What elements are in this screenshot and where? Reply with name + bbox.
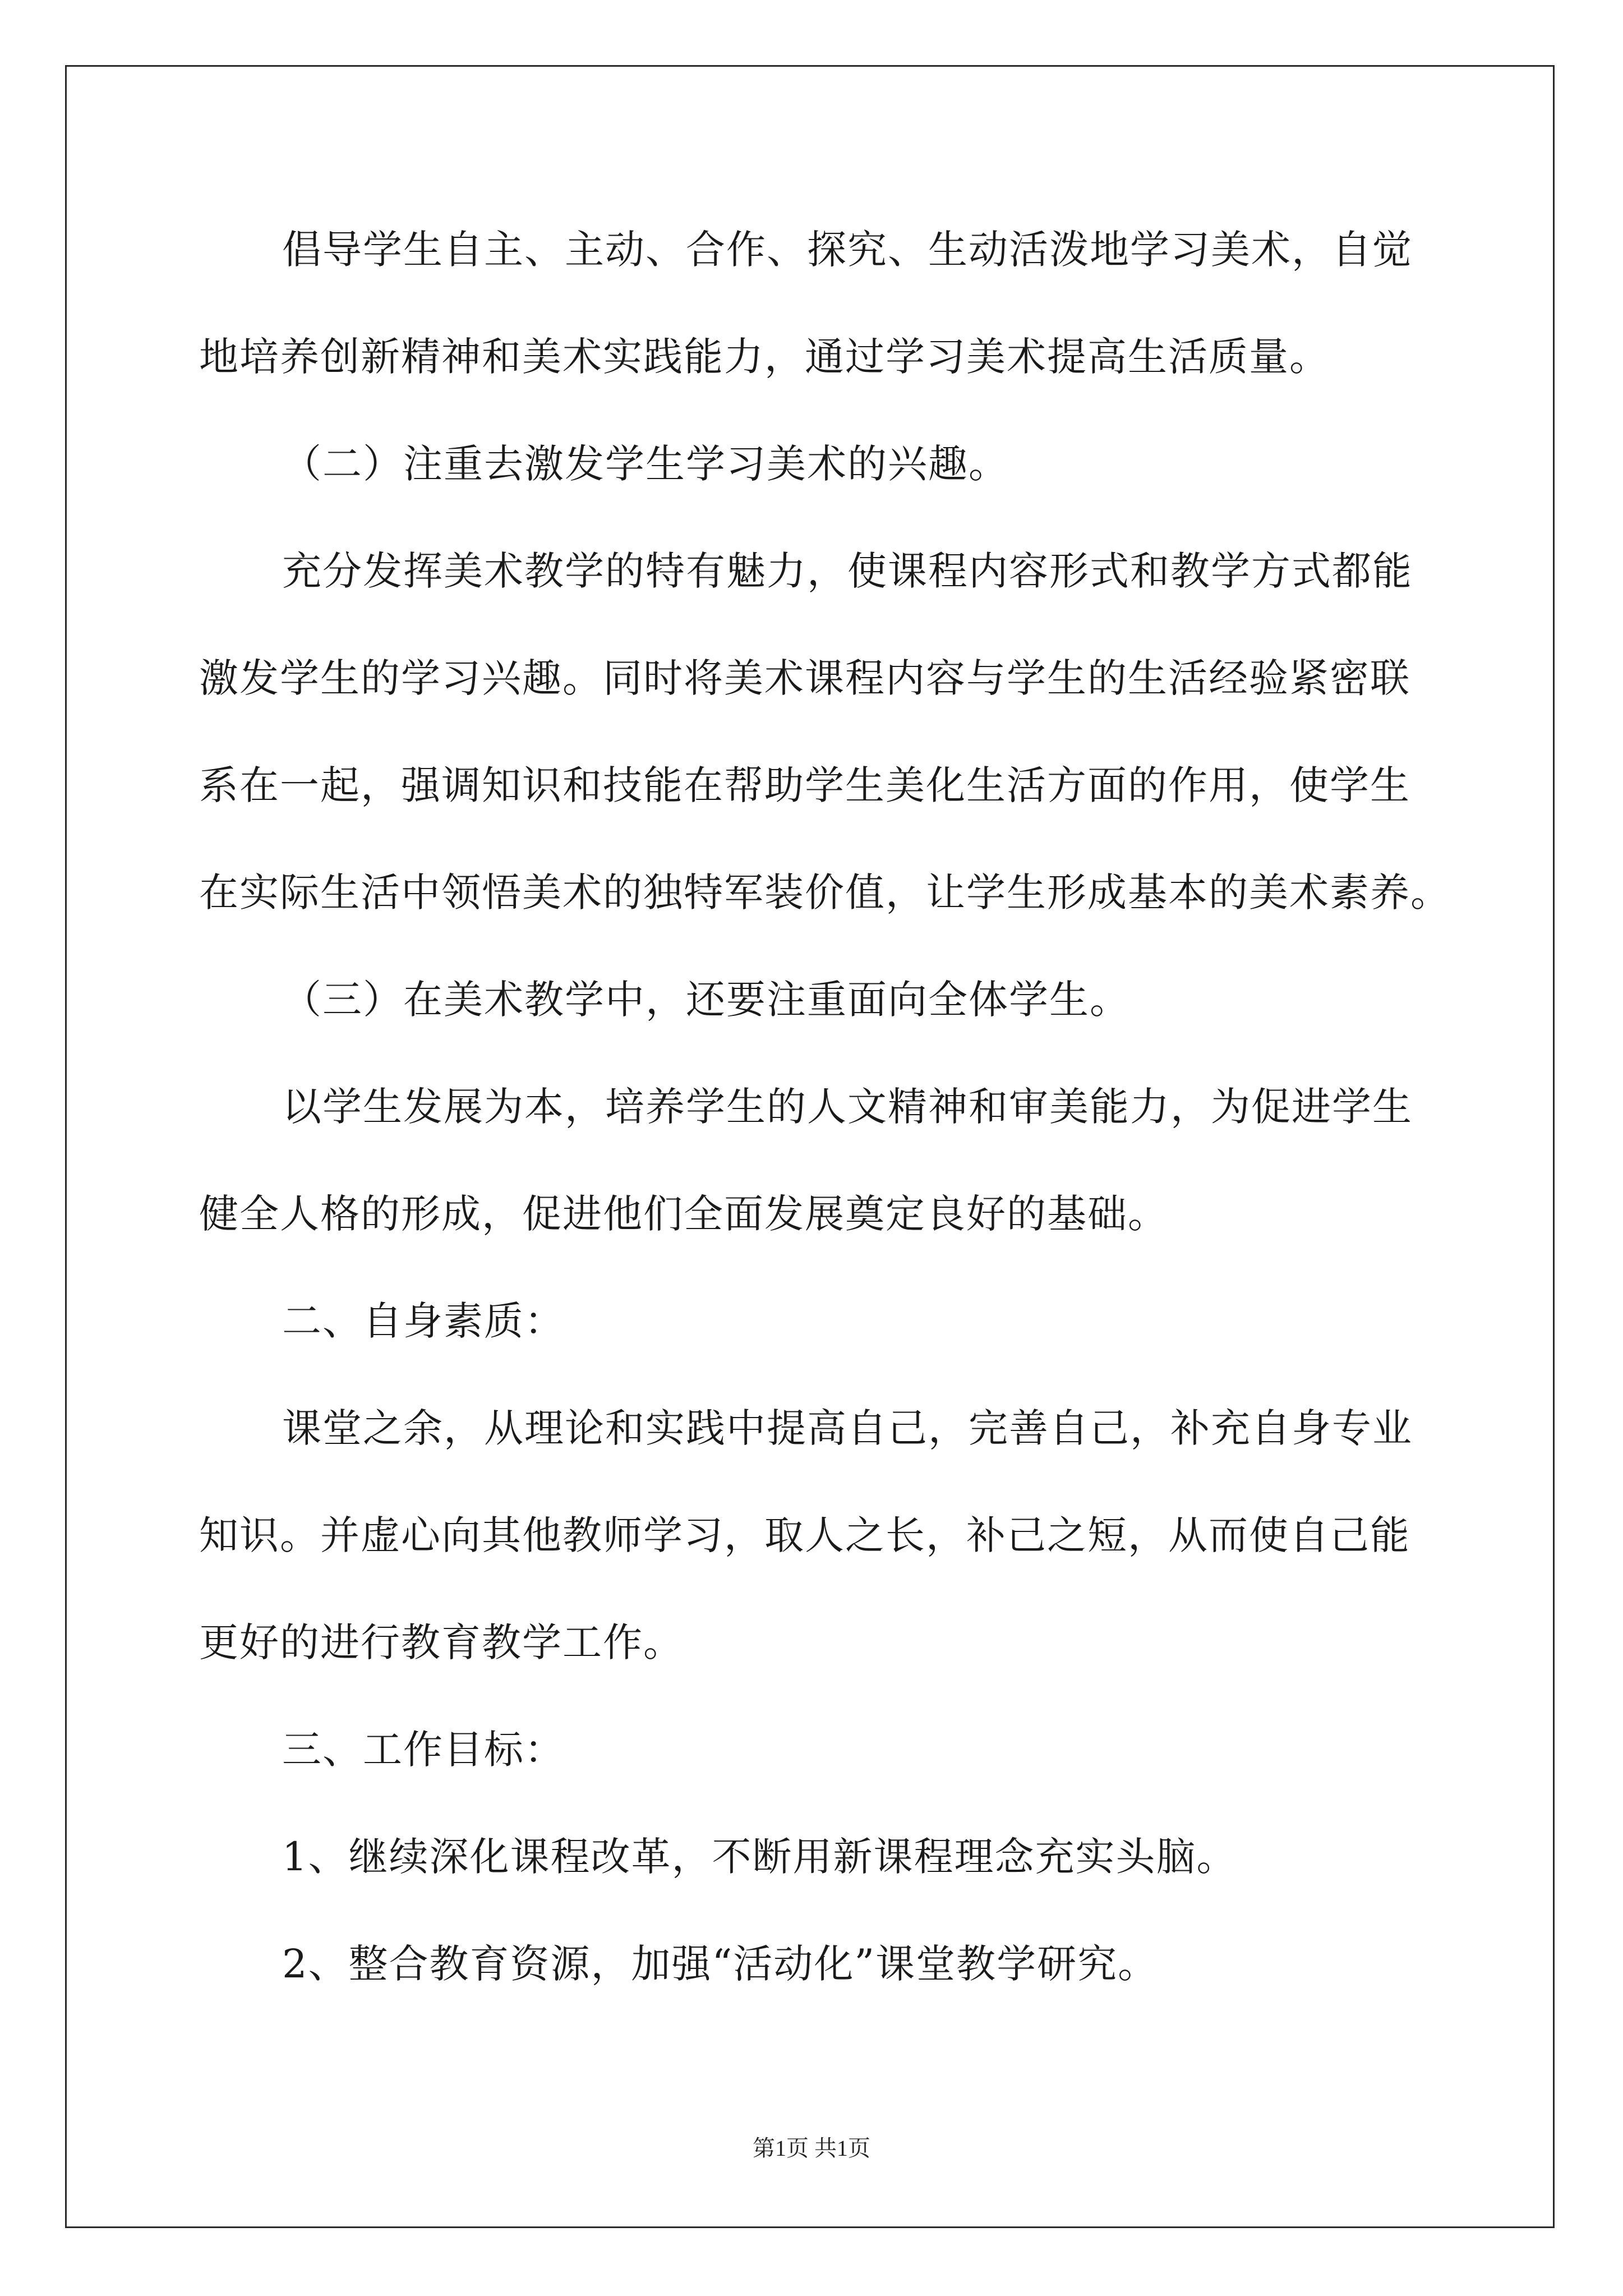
paragraph-line: 健全人格的形成，促进他们全面发展奠定良好的基础。 [199,1191,1168,1237]
section-heading: （三）在美术教学中，还要注重面向全体学生。 [282,977,1130,1023]
section-heading: （二）注重去激发学生学习美术的兴趣。 [282,441,1009,487]
paragraph-line: 激发学生的学习兴趣。同时将美术课程内容与学生的生活经验紧密联 [199,655,1410,701]
section-heading: 三、工作目标： [282,1727,565,1773]
paragraph-line: 系在一起，强调知识和技能在帮助学生美化生活方面的作用，使学生 [199,762,1410,808]
list-item: 2、整合教育资源，加强“活动化”课堂教学研究。 [282,1941,1159,1987]
paragraph-line: 充分发挥美术教学的特有魅力，使课程内容形式和教学方式都能 [282,548,1413,594]
section-heading: 二、自身素质： [282,1298,565,1344]
paragraph-line: 以学生发展为本，培养学生的人文精神和审美能力，为促进学生 [282,1084,1413,1130]
paragraph-line: 倡导学生自主、主动、合作、探究、生动活泼地学习美术，自觉 [282,227,1413,273]
paragraph-line: 在实际生活中领悟美术的独特军装价值，让学生形成基本的美术素养。 [199,869,1451,915]
page-number-footer: 第1页 共1页 [753,2136,870,2161]
paragraph-line: 更好的进行教育教学工作。 [199,1619,684,1665]
paragraph-line: 地培养创新精神和美术实践能力，通过学习美术提高生活质量。 [199,334,1330,380]
page-border [65,65,1555,2228]
paragraph-line: 课堂之余，从理论和实践中提高自己，完善自己，补充自身专业 [282,1405,1413,1451]
list-item: 1、继续深化课程改革，不断用新课程理念充实头脑。 [282,1834,1237,1880]
paragraph-line: 知识。并虚心向其他教师学习，取人之长，补己之短，从而使自己能 [199,1512,1410,1558]
